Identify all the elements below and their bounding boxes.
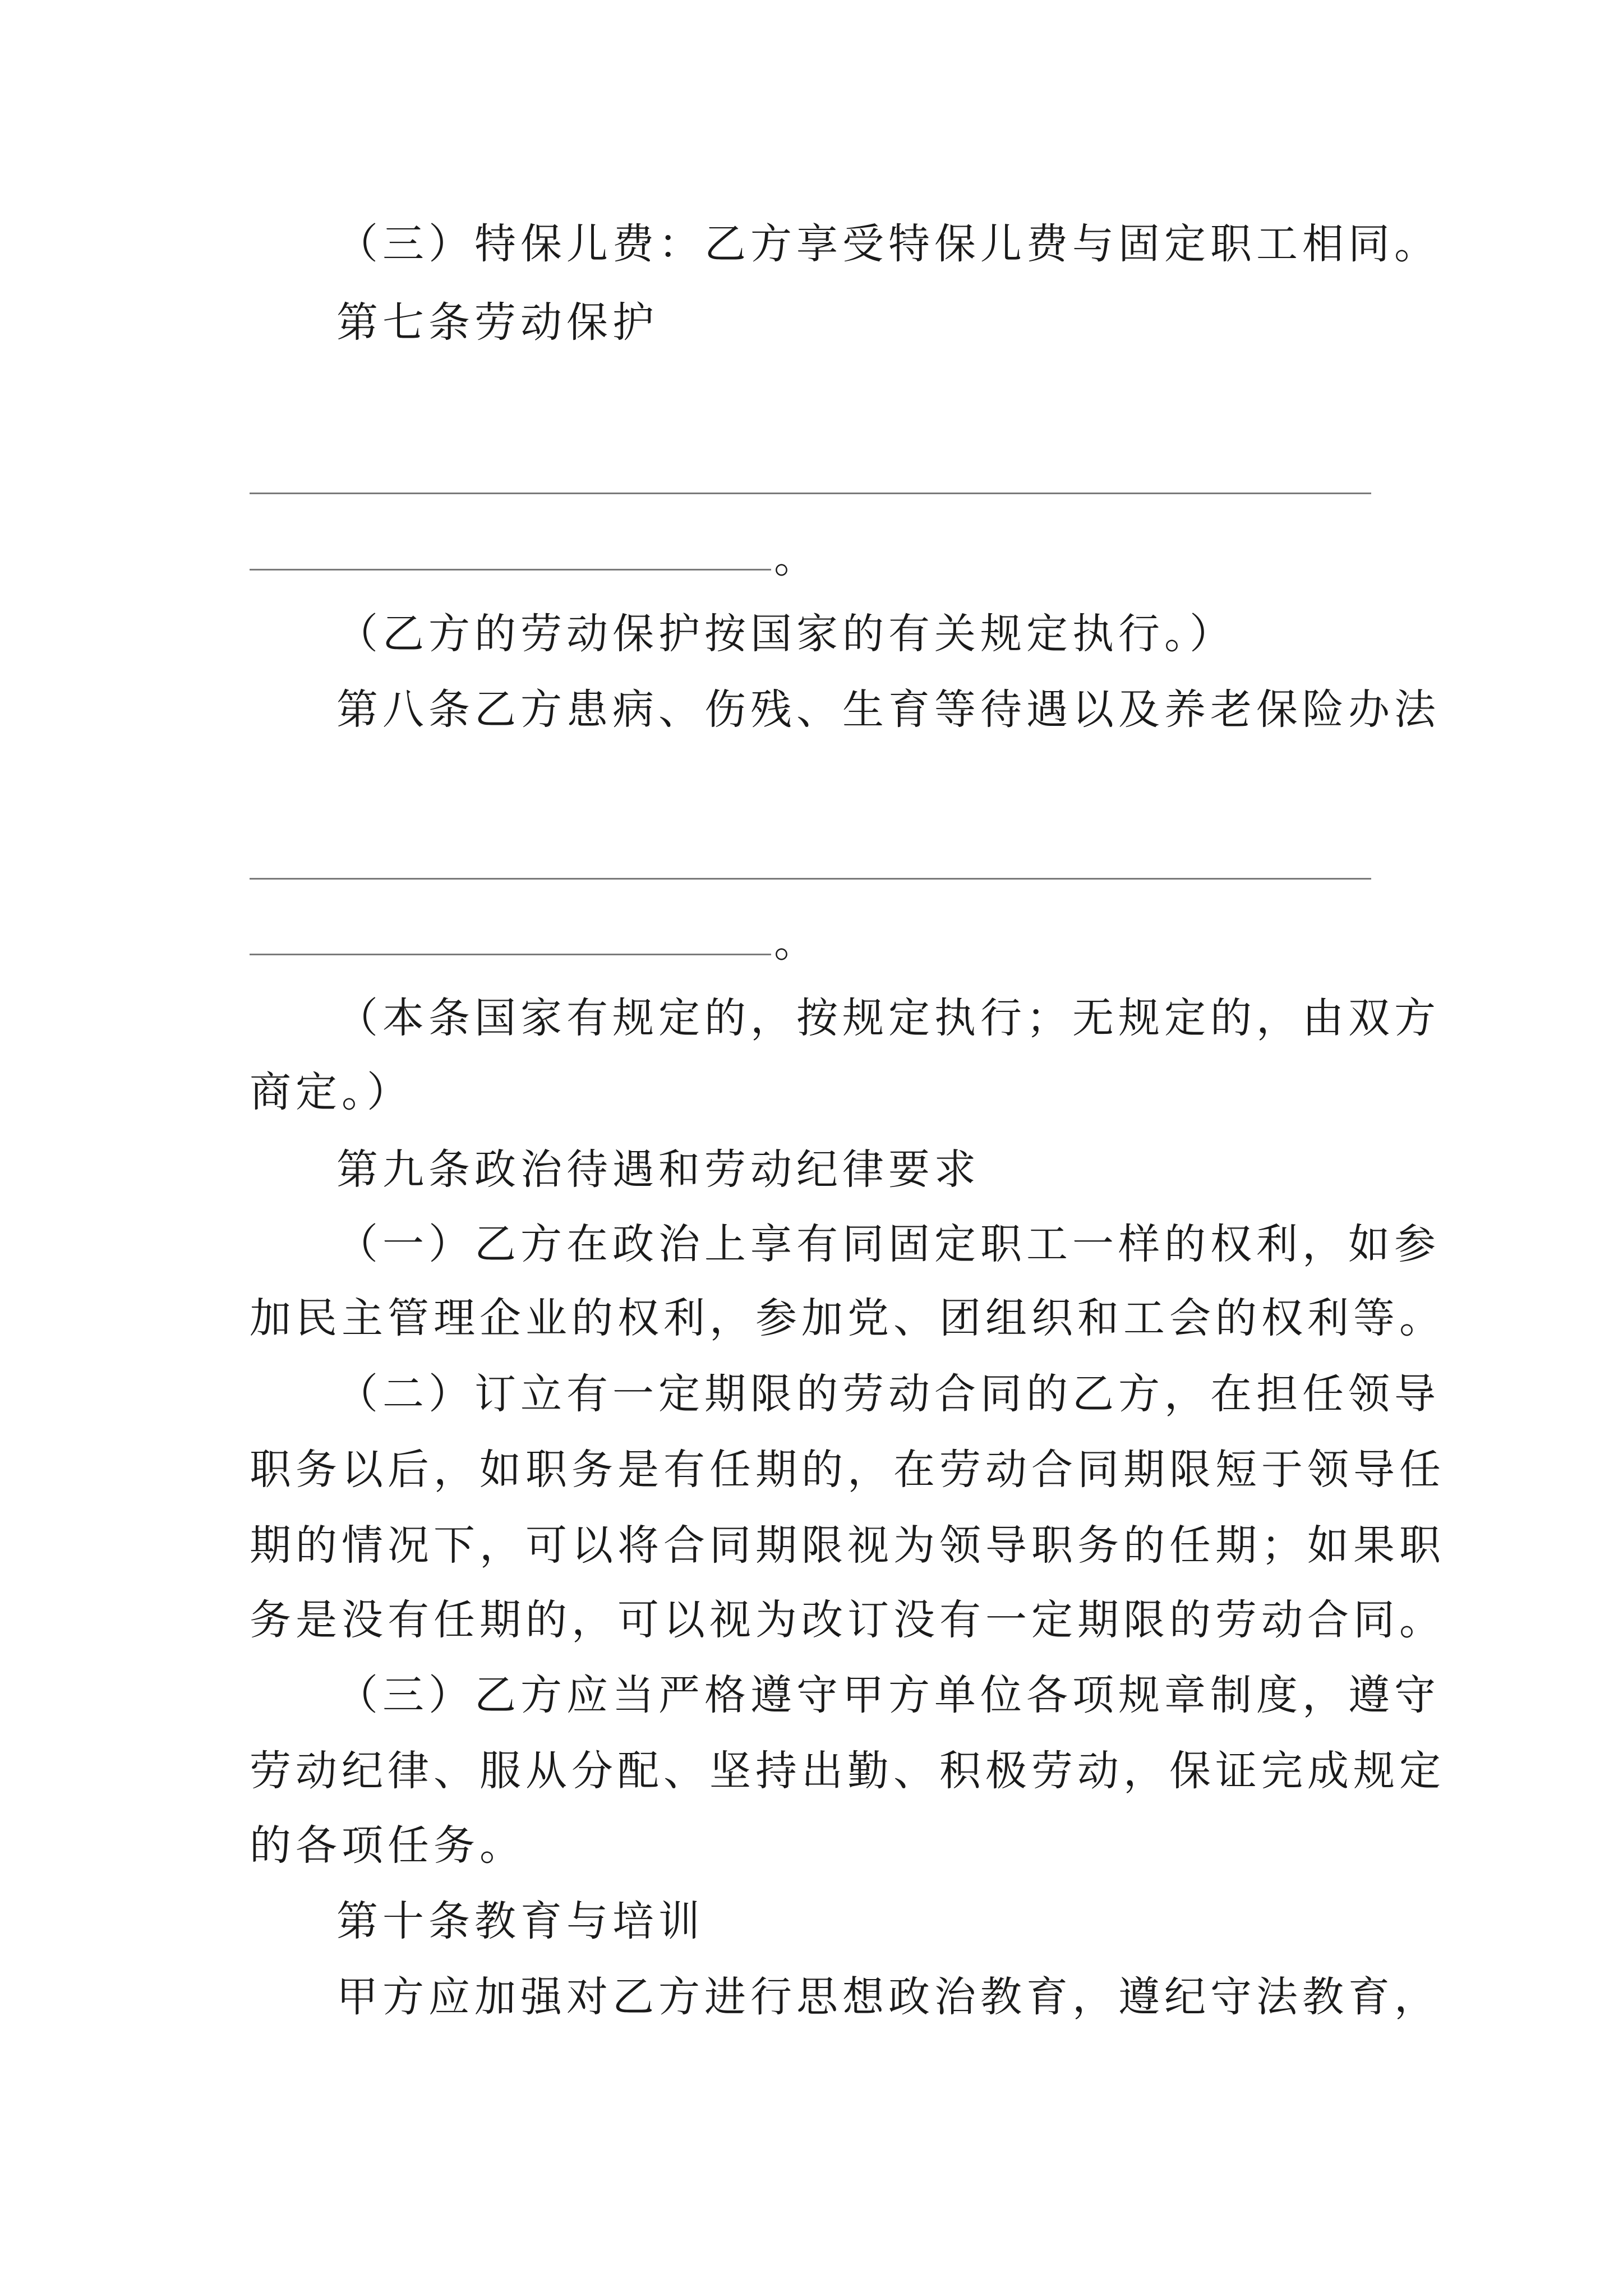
- clause-10-text-line-1: 甲方应加强对乙方进行思想政治教育，遵纪守法教育，: [336, 1973, 1440, 2021]
- clause-9-item-2-line-3: 期的情况下，可以将合同期限视为领导职务的任期；如果职: [250, 1521, 1445, 1570]
- clause-9-item-2-line-1: （二）订立有一定期限的劳动合同的乙方，在担任领导: [336, 1370, 1440, 1418]
- clause-10-heading: 第十条教育与培训: [336, 1897, 704, 1945]
- clause-9-item-2-line-2: 职务以后，如职务是有任期的，在劳动合同期限短于领导任: [250, 1446, 1445, 1494]
- blank-fill-line: [250, 954, 771, 955]
- clause-9-item-1-line-2: 加民主管理企业的权利，参加党、团组织和工会的权利等。: [250, 1294, 1445, 1342]
- clause-9-item-3-line-3: 的各项任务。: [250, 1821, 525, 1870]
- clause-9-item-3-line-2: 劳动纪律、服从分配、坚持出勤、积极劳动，保证完成规定: [250, 1747, 1445, 1795]
- clause-9-item-3-line-1: （三）乙方应当严格遵守甲方单位各项规章制度，遵守: [336, 1671, 1440, 1719]
- clause-8-note-line-1: （本条国家有规定的，按规定执行；无规定的，由双方: [336, 994, 1440, 1042]
- clause-9-item-2-line-4: 务是没有任期的，可以视为改订没有一定期限的劳动合同。: [250, 1596, 1445, 1644]
- blank-period: 。: [774, 918, 815, 967]
- blank-fill-line: [250, 878, 1371, 880]
- clause-6-item-3: （三）特保儿费：乙方享受特保儿费与固定职工相同。: [336, 220, 1440, 268]
- clause-7-note: （乙方的劳动保护按国家的有关规定执行。）: [336, 610, 1235, 658]
- blank-period: 。: [774, 534, 815, 582]
- clause-9-item-1-line-1: （一）乙方在政治上享有同固定职工一样的权利，如参: [336, 1220, 1440, 1268]
- blank-fill-line: [250, 493, 1371, 494]
- clause-9-heading: 第九条政治待遇和劳动纪律要求: [336, 1145, 980, 1194]
- clause-8-note-line-2: 商定。）: [250, 1068, 413, 1116]
- clause-8-heading: 第八条乙方患病、伤残、生育等待遇以及养老保险办法: [336, 685, 1440, 734]
- clause-7-heading: 第七条劳动保护: [336, 298, 658, 347]
- blank-fill-line: [250, 569, 771, 570]
